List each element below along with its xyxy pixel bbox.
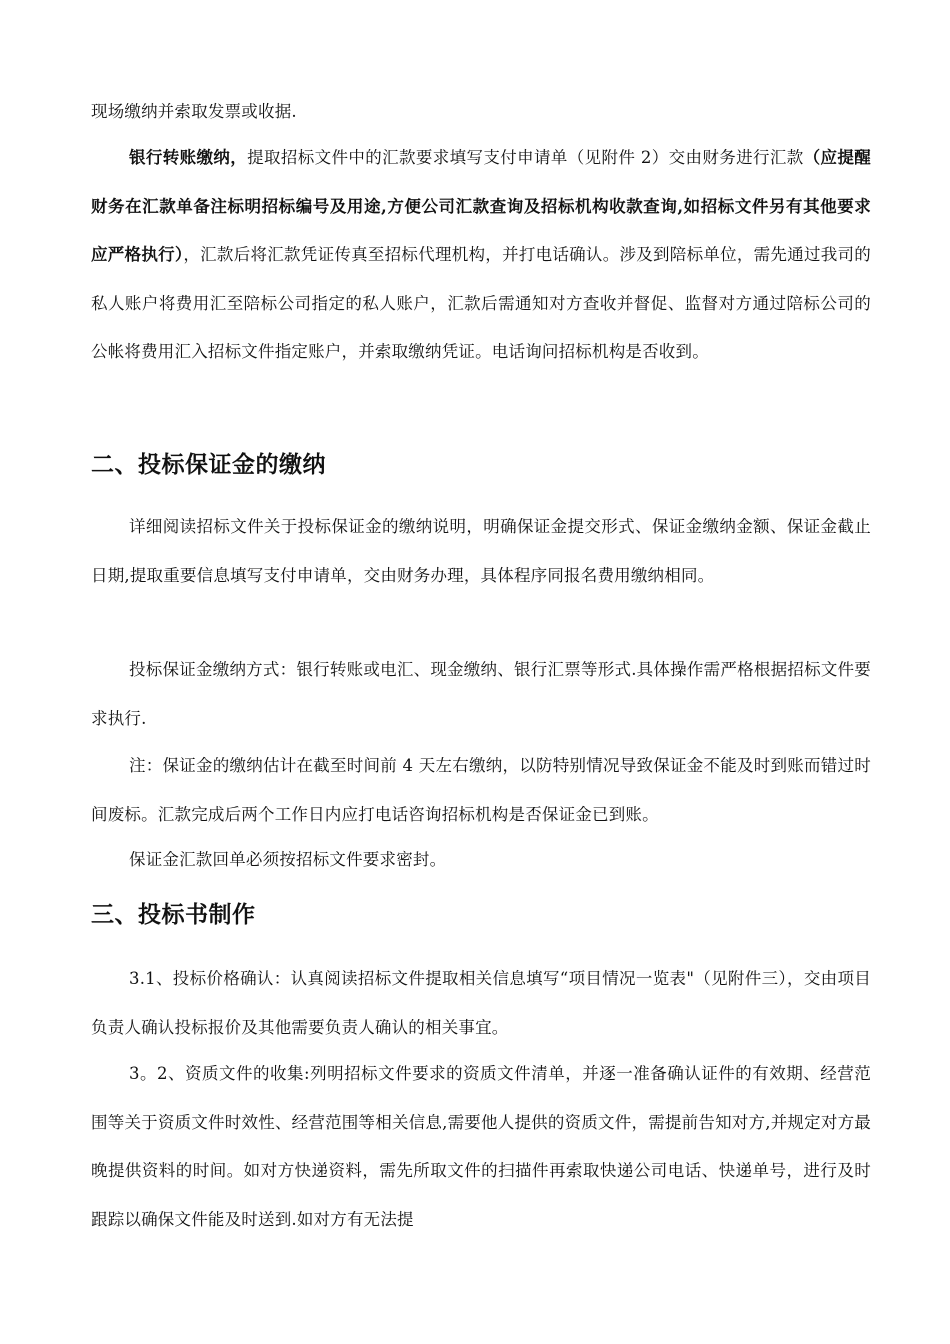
paragraph-deposit-instructions: 详细阅读招标文件关于投标保证金的缴纳说明，明确保证金提交形式、保证金缴纳金额、保证金截止日期,提取重要信息填写支付申请单，交由财务办理，具体程序同报名费用缴纳相同。: [91, 517, 871, 585]
section-heading-bid-document: 三、投标书制作: [91, 902, 256, 928]
paragraph-deposit-sealing: 保证金汇款回单必须按招标文件要求密封。: [129, 850, 447, 869]
bank-transfer-note: （应提醒财务在汇款单备注标明招标编号及用途,方便公司汇款查询及招标机构收款查询,如招标文件另有其他要求应严格执行）: [91, 148, 871, 264]
paragraph-text: 现场缴纳并索取发票或收据.: [91, 102, 297, 121]
bank-transfer-lead: 银行转账缴纳，: [129, 148, 248, 167]
paragraph-price-confirmation: 3.1、投标价格确认：认真阅读招标文件提取相关信息填写“项目情况一览表"（见附件三），交由项目负责人确认投标报价及其他需要负责人确认的相关事宜。: [91, 969, 871, 1037]
bank-transfer-text-a: 提取招标文件中的汇款要求填写支付申请单（见附件 2）交由财务进行汇款: [247, 148, 804, 167]
paragraph-qualification-documents: 3。2、资质文件的收集:列明招标文件要求的资质文件清单，并逐一准备确认证件的有效期、经营范围等关于资质文件时效性、经营范围等相关信息,需要他人提供的资质文件，需提前告知对方,并规定对方最晚提供资料的时间。如对方快递资料，需先所取文件的扫描件再索取快递公司电话、快递单号，进行及时跟踪以确保文件能及时送到.如对方有无法提: [91, 1064, 871, 1229]
paragraph-bank-transfer: [91, 134, 871, 377]
bank-transfer-text-b: ，汇款后将汇款凭证传真至招标代理机构，并打电话确认。涉及到陪标单位，需先通过我司的私人账户将费用汇至陪标公司指定的私人账户，汇款后需通知对方查收并督促、监督对方通过陪标公司的公帐将费用汇入招标文件指定账户，并索取缴纳凭证。电话询问招标机构是否收到。: [91, 245, 871, 361]
paragraph-deposit-methods: 投标保证金缴纳方式：银行转账或电汇、现金缴纳、银行汇票等形式.具体操作需严格根据招标文件要求执行.: [91, 660, 871, 728]
paragraph-onsite-payment: [91, 88, 871, 137]
paragraph-deposit-note: 注：保证金的缴纳估计在截至时间前 4 天左右缴纳，以防特别情况导致保证金不能及时到账而错过时间废标。汇款完成后两个工作日内应打电话咨询招标机构是否保证金已到账。: [91, 756, 871, 824]
section-heading-deposit: 二、投标保证金的缴纳: [91, 452, 326, 478]
